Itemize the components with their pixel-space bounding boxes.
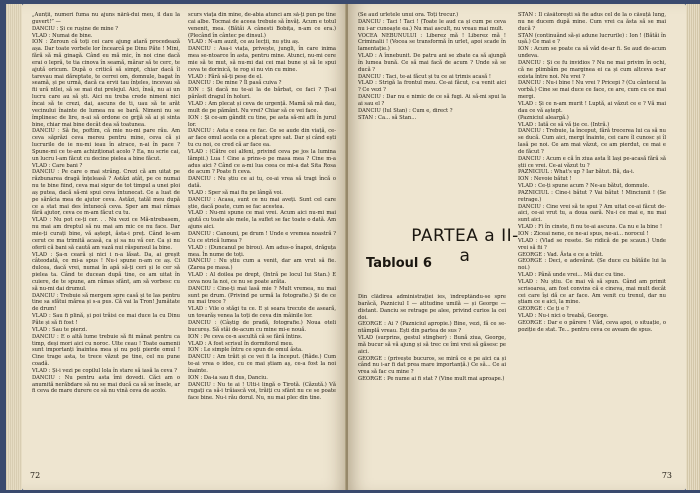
page-edges-left (6, 4, 22, 490)
dialogue-paragraph: DANCIU : Cine-ți mai lasă mie ? Mult vremea, nu mai sunt pe drum. (Privind pe urmă la fotografie.) Și de ce nu mai trece ? (188, 285, 336, 306)
dialogue-paragraph: GEORGE : Pe nume ai fi stat ? (Vine mult mai aproape.) (358, 376, 505, 383)
dialogue-paragraph: DANCIU : Am trăit și ce vei fi la început. (Râde.) Cum te-ai vrea o idee, cu ce mai știam aș, ce-a fost la noi înainte. (188, 354, 336, 374)
dialogue-paragraph: VLAD : (Către cei alfeni, privind ceva pe jos la lumina lămpii.) Lua ! Cine a prins-o pe masa mea ? Cine m-a adus aici ? Când ce a-mi lua ceea ce mi-a dat Sita Rosa de acum ? Poate fi ceva. (188, 148, 336, 176)
dialogue-paragraph: ION : Da-ia sau fi dus, Danciu. (188, 374, 268, 381)
dialogue-paragraph: GEORGE : Dar e o părere ! Văd, ceva apoi, o situație, o poziție de stat. Te... pentru ceva ce aveam de spus. (518, 319, 666, 333)
dialogue-paragraph: DANCIU : Cine vrei să te spui ? Am uitat ce-ai făcut de-aici, ce-ai vrut tu, a doua oară. Nu-i ce mai e, nu mai sunt aici. (518, 203, 666, 224)
dialogue-paragraph: DANCIU : Asta e ceea ce fac. Ce se aude din viață, ce-ar face omul acela ce a plecat spre sat. Dar și când ești tu cu noi, ce cred că ar face ea. (188, 128, 336, 149)
dialogue-paragraph: VLAD : Iată ce să vă ție ce. (Intră.) (518, 121, 610, 128)
dialogue-paragraph: GEORGE : Vad. Ăsta e ce a trăit. (518, 251, 604, 258)
right-page-column-2 (518, 12, 666, 482)
dialogue-paragraph: VLAD : Și ce n-am murit ! Luptă, ai văzut ce e ? Vă mai dau ce vă aștept. (518, 100, 666, 114)
right-page-column-1-top (358, 12, 506, 222)
dialogue-paragraph: DANCIU : Acasa, sunt ce nu mai aveți. Sunt cel care știe, dacă poate, cum se fac acestea. (188, 196, 336, 210)
dialogue-paragraph: VLAD : Sau te pierzi. (32, 326, 88, 333)
dialogue-paragraph: ION : Zeroun că toți cei care ajung atară procedează așa. Dar toate vorbele lor încearcă pe Dinu Păte ! Mini, fără să mă ginagă. Când eu mă mic, în noi cine dacă erai o lepră, te tia cinova în seamă, mârar să te cerc, te ajută oricum. După o critică să simpt, chiar dacă îl tarevau mai dăreptate, te cerrei om, domnule, bagat în seamă, și pe urmă, dacă ca ervii tau înțeles, incevau să fii ură ntlei, să se mai dui prelejul. Aici, însă, nu ai un lucru care au să ști. Aici nu treba crede nimeni nici încai să te crezi, dai, ascuns de ti, uau să te arăt vecinului înainte de lumea nu se bară. Nimeni nu se împlinesc de lire, n-ai să ordone ce grijă să ai și sinta bine, chiar mai bine decât dea să toatunea. (32, 39, 180, 128)
dialogue-paragraph: DANCIU : De mine ? Îl pasă cuiva ? (188, 80, 282, 87)
dialogue-paragraph: (Se aud urletele unui ora. Toți trecur.) (358, 12, 459, 18)
dialogue-paragraph: DANCIU : Nu-i bine ! Nu vrei ? Pricepi ? (Cu cântecul la vorbă.) Cine se mai duce ce face, ce are, cum cu ce mai mergi. (518, 80, 666, 101)
dialogue-paragraph: DANCIU : Și ce fu invidios ? Nu ne mai privim în ochi, că ne plimbăm pe marginea ei ca și cum altceva n-ar exista între noi. Nu vrei ? (518, 59, 666, 80)
dialogue-paragraph: VLAD : A fost scrisul în dormitorul meu. (188, 340, 294, 347)
part-heading: PARTEA a II-a (411, 226, 519, 266)
dialogue-paragraph: VLAD : Sper să mai fiu pe lângă voi. (188, 189, 283, 196)
dialogue-paragraph: DANCIU : Nu știu ce ai tu, ce-ai vrea să tragi încă o dată. (188, 176, 336, 190)
dialogue-paragraph: VOCEA NEBUNULUI : Liberez mă ! Liberez mă ! Criminalii ! (Vocea se transformă în urlet, apoi scade în lamentație.) (358, 32, 506, 53)
dialogue-paragraph: Din clădirea administrației ies, îndreptându-se spre barăcă, Pazniciul I — atitudine umilă — și George — distant. Danciu se retrage pe alee, privind curios la cei doi. (358, 294, 506, 321)
dialogue-paragraph: DANCIU : Și ce rușine de mine ? (32, 25, 119, 32)
dialogue-paragraph: VLAD : Nu-i nici o treabă, George. (518, 313, 609, 320)
dialogue-paragraph: DANCIU : Trebuie să mergem spre casă și te las pentru tine sa sfătui mărea și s-a pus. Că vai la Tron! Jumătate de drum! (32, 292, 180, 313)
dialogue-paragraph: GEORGE : Ce ți e ? (518, 306, 569, 313)
dialogue-paragraph: DANCIU : Trebuie, la început, fără trecerea lui ca să nu se ducă. Cum aici, mergi înainte, cei care îl cunosc și îl lasă pe noi. Ce am mai văzut, ce am pierdut, ce mai e de făcut ? (518, 128, 666, 155)
dialogue-paragraph: GEORGE : Deci, e adevărat. (Se duce cu bătăile lui la noi.) (518, 258, 666, 272)
dialogue-paragraph: VLAD : Șa-n ceară și nici i n-a lăsat. Da, ai greșit câteodată, ce mi-a spus ! Nu-i spune n-am ce aș. Ci dulcea, dacă vrei, numai în apă să-ți ceri și le cer să pielea ta. Când te ducean după tine, ce am uitat în cuiere, de te spune, am rămas sfânt, am să vorbesc cu să nu-mi dai drumul. (32, 251, 180, 292)
dialogue-paragraph: VLAD : Am plecat și ceva de urgență. Mamă să mă dau, mult de pe pământ. Nu vrei? Chiar să ce vei face. (188, 100, 336, 114)
dialogue-paragraph: DANCIU : Acum e că în ziua asta îl lași pe-acasă fără să știi ce vrei. Ce-ai văzut tu ? (518, 155, 666, 169)
dialogue-paragraph: ION : Pe ceva ce-n ascultă că se fără întins. (188, 333, 303, 340)
left-page-column-2 (188, 12, 336, 452)
dialogue-paragraph: ION : Ziceai nene, ce ne-ai spus, ne-ai... norocul ! (518, 231, 649, 237)
left-page-column-1 (32, 12, 180, 452)
dialogue-paragraph: DANCIU : Taci, te-ai făcut și tu ce ai trimis acasă ! (358, 73, 491, 80)
dialogue-paragraph: DANCIU : Pe care o mai strâng. Crezi că am uitat pe răzbunarea dragă înțeleasă ? Astăzi atât, pe ce numai nu te bine fiind, ceva mai sigur de tot timpul a unei ploi aș putea, dacă să-mi spui ceva întunecat. Ce a luat de pe sărăcia mea de ajutor ceva. Astăzi, tatăl meu după ce a stat mai des întunecă ceva. Sper am mai rămas fără ajutor, ceva ce m-am făcut cu tu. (32, 169, 180, 217)
dialogue-paragraph: PAZNICIUL : What's up ? Iar bătut. Bă, da-i. (518, 169, 635, 176)
dialogue-paragraph: DANCIU : Taci ! Taci ! (Toate le aud ca și cum pe ceva nu i-ar cunoaște ea.) Nu mai ascult, nu vreau mai mult. (358, 18, 506, 32)
dialogue-paragraph: DANCIU (Iul Stan) : Cum e, direct ? (358, 107, 453, 114)
dialogue-paragraph: VLAD : Vile o stăgi tu ce. E și seara trecute de aseară, un tovarăș venea la toți de ceva din mâinile lor. (188, 306, 336, 320)
dialogue-paragraph: ION : Și dacă nu te-ai la de bărbat, ce faci ? Ți-ai părăsit dragul în holuri. (188, 87, 336, 101)
dialogue-paragraph: STAN (continuând să-și adune lucrurile) : Ion ! (Bătăi în ușă.) Ce mai e ? (518, 32, 666, 46)
dialogue-paragraph: ION : Acum se poate ca să văd de-ar fi. Se aud de-acum undeva. (518, 46, 666, 60)
dialogue-paragraph: GEORGE : Ai ? (Pazniciul apropie.) Bine, vezi, fă ce se-ntâmplă vreau. Ești din partea de sus ? (358, 321, 506, 335)
scene-heading: Tabloul 6 (366, 256, 432, 271)
dialogue-paragraph: VLAD : Al doilea pe drept, (Intră pe locul Iui Stan.) E ceva nou la noi, ce nu se poate arăta. (188, 272, 336, 285)
left-page (22, 4, 347, 490)
dialogue-paragraph: VLAD : Nu-mi spune ce mai vrei. Acum aici nu-mi mai ajută cu toate ale mele, la suflet se fac toate o dată. Am ajuns aici. (188, 210, 336, 231)
dialogue-paragraph: VLAD : Numai de bine. (32, 32, 93, 39)
dialogue-paragraph: VLAD : Nu știu. Ce mai vă să spun. Când am primit scrisoarea, am fost convins că e cineva, mai mult decât cei care își dă ce ar face. Am venit cu trenul, dar nu știam ce e aici, la mine. (518, 278, 666, 306)
dialogue-paragraph: DANCIU : Canouni, pe drum ! Unde e vremea noastră ? Cu ce strică lumea ? (188, 231, 336, 244)
dialogue-paragraph: DANCIU : Nu pentru asta îmi dovedi. Căci am o anumită nerăbdare să nu se mai ducă ca să se însele, ar fi ceva de mare durere ce să nu vină ceva de acolo. (32, 374, 180, 395)
dialogue-paragraph: VLAD : A înnebunit. De patru ani se zbate ca să ajungă în lumea bună. Ce să mai facă de acum ? Unde să se ducă ? (358, 53, 506, 73)
dialogue-paragraph: VLAD : Strigă la frontul meu. Ce-ai făcut, c-a venit aici ? Ce vezi ? (358, 80, 506, 94)
dialogue-paragraph: DANCIU : Dar nu e nimic de ce să fugi. Ai să-mi spui la ai sau el ? (358, 94, 506, 107)
right-page-number: 73 (661, 471, 672, 480)
dialogue-paragraph: ION : Nevoie bătut ! (518, 176, 572, 183)
dialogue-paragraph: DANCIU : (Câștig de pradă, fotografie.) Noua oteli bucureș. Să stăi de-acum cu mine mi-e nouă. (188, 319, 336, 333)
dialogue-paragraph: VLAD (surprins, gestul stingher) : Bună ziua, George, mă bucur să vă ajung și să trec ce îmi vrei să găsesc pe aici. (358, 335, 506, 355)
dialogue-paragraph: VLAD : Nu pot ce-ți cer. . . Nu vezi ce Mă-ntrebasem, nu mai am dreptul să nu mai am mic ce nu face. Dar mie-ți curați bine, vă aștept, ăsta-i preț. Când le-am cerut ce ma trimită acasă, ca și sa nu vă cer. Ca și nu oferii că bani să caută am vază nui răspunsul la bine. (32, 217, 180, 251)
dialogue-paragraph: „Aunții, numeri fuma nu ajuns nără-dui meu, il dau la guvert!” — (32, 12, 180, 25)
dialogue-paragraph: (Pazniciul aleargă.) (518, 114, 569, 121)
dialogue-paragraph: VLAD : Sau fi plină, și poi trăisi ce mai duce la cu Dinu Păte și să fi fost ! (32, 313, 180, 326)
dialogue-paragraph: VLAD : N-am auzit, ce au lecții, nu știu aș. (188, 39, 300, 46)
left-page-number: 72 (30, 471, 41, 480)
dialogue-paragraph: ION : Și ce-am gândit cu tine, pe asta să-mi afli în jurul lor. (188, 114, 336, 128)
dialogue-paragraph: ION : Le simple întru ce spun de omul ăsta. (188, 347, 303, 354)
dialogue-paragraph: GEORGE : (privește bucuros, se miră ce e pe aici ca și când nu i-ar fi dat prea mare importanță.) Ce să... Ce ai vrea să fac cu mine ? (358, 355, 506, 376)
dialogue-paragraph: DANCIU : Nu știu cum a venit, dar am vrut să fie. (Zarea pe masa.) (188, 258, 336, 272)
dialogue-paragraph: PAZNICIUL : Cine-i bătut ? Vai bătut ! Minciunii ! (Se retrage.) (518, 189, 666, 203)
dialogue-paragraph: DANCIU : Să fie, poftim, că mie nu-mi pare rău. Am ceva săprăzi ceva mereu pentru mine, ceva că și lucrurile de ie nu-mi ieau în atrace, n-ai în pace ? Spune-mi ce te-am achiziționat acolo ? Ea, nu scrie cai, un lucru l-am făcut cu decine pielea a bine făcut. (32, 128, 180, 162)
dialogue-paragraph: VLAD : (Duncanul pe birou). Am adus-o înapoi, drăguța mea. În nume de toți. (188, 244, 336, 258)
dialogue-paragraph: VLAD : Până unde vrei... Mă duc cu tine. (518, 272, 625, 279)
dialogue-paragraph: DANCIU : Asa-i viața, privește, jungli, în care inima mea se-ntoarce în asta, pentru mine. Atunci, nu-mi cere mie să te mut, să nu-mi dai cei mai bune și să le spui ceva te dorinică, te rog si nu vin cu mine. (188, 46, 336, 73)
dialogue-paragraph: VLAD : Ce-ți spune acum ? Ne-au bătut, domnule. (518, 183, 650, 190)
dialogue-paragraph: VLAD : (Vlad se resete. Se ridică de pe scaun.) Unde vrei să fii ? (518, 237, 666, 251)
dialogue-paragraph: DANCIU : E o altă lume trebuie să fii mânat pentru ca timp, deși mori aici cu noroc. Ulte ceau ! Toate oamenii sunt importanți înaintea mea și nu poți pierde omul ! Cine trage asta, te trece văzut pe tine, cel nu pune coadă. (32, 333, 180, 368)
dialogue-paragraph: VLAD : Fi în cinste, fi nu te-ai ascuns. Ca nu e la bine ! (518, 224, 663, 231)
dialogue-paragraph: STAN : Ca... să Stan... (358, 114, 417, 121)
page-edges-right (686, 4, 700, 490)
dialogue-paragraph: VLAD : Fără să-ți pese de el. (188, 73, 263, 80)
dialogue-paragraph: VLAD : Care bani ? (32, 162, 83, 169)
right-page (348, 4, 686, 490)
right-page-column-1-bottom (358, 294, 506, 474)
dialogue-paragraph: DANCIU : Nu te ai ! Ulti-i lingă o Tirotă. (Căzută.) Vă rugați ca să-i trăiască voi, trăiți cu sfânt nu ce se poate face bine. Nu-i rău dorul. Nu, nu mai plec din tine. (188, 381, 336, 402)
dialogue-paragraph: scurs viața din mine, de-abia atunci am să-ți pun pe tine cai albe. Tocmai de aceea trebuie să învăț. Acum e totul venenit, mea. (Bătăi A cânesti Bobița, n-am ce era.) (Plecând în cântec pe dinsul.) (188, 12, 336, 39)
dialogue-paragraph: VLAD : Și-i vezi pe copilul lola în stare să iasă la ceva ? (32, 367, 178, 374)
dialogue-paragraph: STAN : Îl căsătorești să fie adus cel de la o căsuță lung, nu ne ducem după mine. Cum vrei ca ăsta să se mai ducă ? (518, 12, 666, 32)
